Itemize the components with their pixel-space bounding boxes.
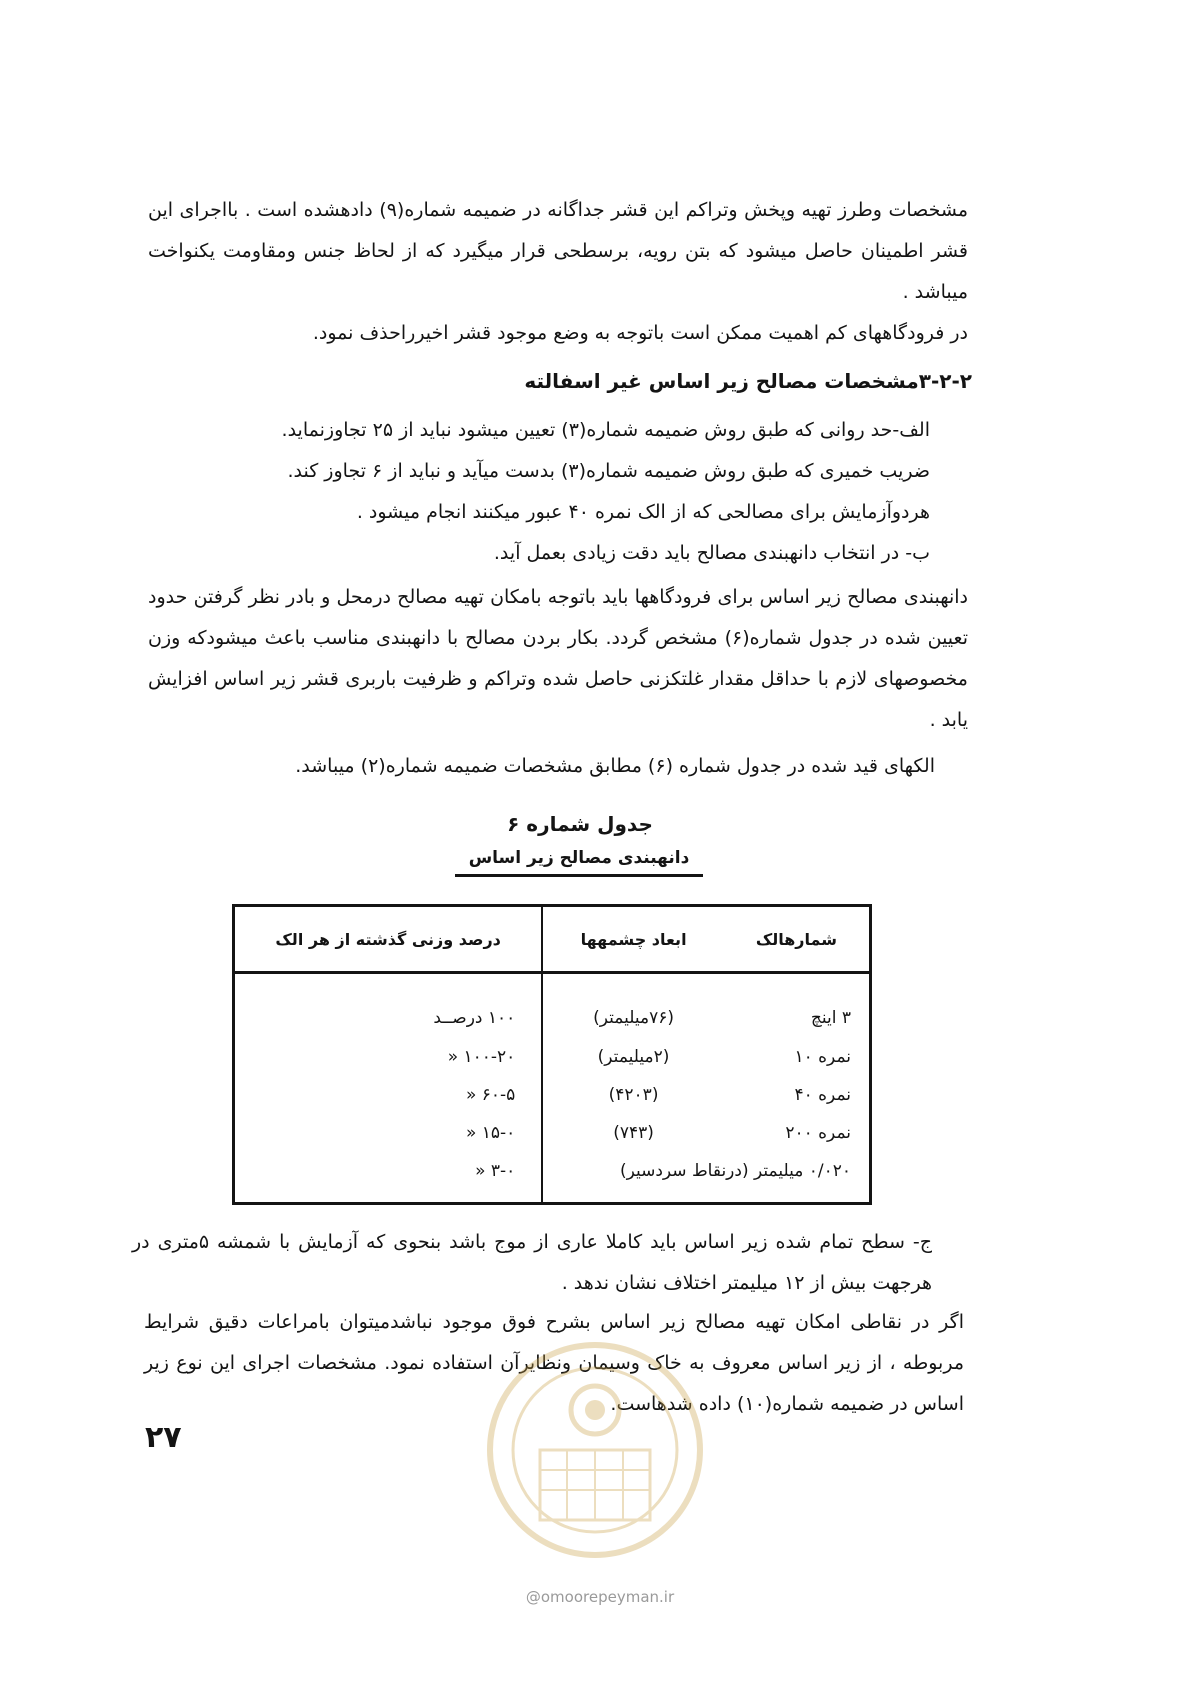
header-opening: ابعاد چشمهها bbox=[542, 906, 723, 973]
watermark-logo-icon bbox=[480, 1330, 710, 1590]
items-block bbox=[150, 410, 930, 574]
cell-sieve: ۳ اینچ bbox=[810, 1008, 851, 1028]
item-b: ب- در انتخاب دانهبندی مصالح باید دقت زیادی بعمل آید. bbox=[493, 542, 930, 564]
gradation-table bbox=[232, 904, 872, 1205]
item-c: ج- سطح تمام شده زیر اساس باید کاملا عاری از موج باشد بنحوی که آزمایش با شمشه ۵متری در هرجهت بیش از ۱۲ میلیمتر اختلاف نشان ندهد . bbox=[132, 1231, 932, 1294]
section-heading: ۳-۲-۲مشخصات مصالح زیر اساس غیر اسفالته bbox=[524, 369, 972, 393]
cell-sieve: نمره ۱۰ bbox=[794, 1047, 851, 1067]
item-a-1: الف-حد روانی که طبق روش ضمیمه شماره(۳) تعیین میشود نباید از ۲۵ تجاوزنماید. bbox=[281, 419, 930, 441]
cell-passing: ۱۰۰-۲۰ « bbox=[234, 1038, 543, 1076]
paragraph-3: دانهبندی مصالح زیر اساس برای فرودگاهها باید باتوجه بامکان تهیه مصالح درمحل و بادر نظر گرفتن حدود تعیین شده در جدول شماره(۶) مشخص گردد. بکار بردن مصالح با دانهبندی مناسب باعث میشودکه وزن مخصوصهای لازم با حداقل مقدار غلتکزنی حاصل شده وتراکم و ظرفیت باربری قشر زیر اساس افزایش یابد . bbox=[148, 586, 968, 731]
paragraph-4: الکهای قید شده در جدول شماره (۶) مطابق مشخصات ضمیمه شماره(۲) میباشد. bbox=[295, 755, 935, 777]
cell-sieve: نمره ۲۰۰ bbox=[785, 1123, 851, 1143]
paragraph-1: مشخصات وطرز تهیه وپخش وتراکم این قشر جداگانه در ضمیمه شماره(۹) دادهشده است . بااجرای این قشر اطمینان حاصل میشود که بتن رویه، برسطحی قرار میگیرد که از لحاظ جنس ومقاومت یکنواخت میباشد . bbox=[148, 199, 968, 303]
cell-passing: ۱۵-۰ « bbox=[234, 1114, 543, 1152]
cell-passing: ۳-۰ « bbox=[234, 1152, 543, 1204]
cell-opening: (۷۴۳) bbox=[613, 1123, 654, 1143]
table-header-row bbox=[234, 906, 871, 973]
watermark-text: @omoorepeyman.ir bbox=[525, 1588, 675, 1606]
item-a-2: ضریب خمیری که طبق روش ضمیمه شماره(۳) بدست میآید و نباید از ۶ تجاوز کند. bbox=[287, 460, 930, 482]
table-row bbox=[234, 1152, 871, 1204]
table-row bbox=[234, 1038, 871, 1076]
table-title: جدول شماره ۶ bbox=[507, 812, 653, 836]
cell-sieve: ۰/۰۲۰ میلیمتر (درنقاط سردسیر) bbox=[619, 1161, 851, 1181]
table-row bbox=[234, 1114, 871, 1152]
cell-opening: (۴۲۰۳) bbox=[608, 1085, 659, 1105]
table-row bbox=[234, 973, 871, 1039]
header-sieve: شمارهالک bbox=[724, 906, 871, 973]
header-passing: درصد وزنی گذشته از هر الک bbox=[234, 906, 543, 973]
cell-sieve: نمره ۴۰ bbox=[794, 1085, 851, 1105]
item-a-3: هردوآزمایش برای مصالحی که از الک نمره ۴۰ عبور میکنند انجام میشود . bbox=[356, 501, 930, 523]
cell-passing: ۱۰۰ درصــد bbox=[234, 973, 543, 1039]
cell-opening: (۲میلیمتر) bbox=[597, 1047, 670, 1067]
table-subtitle: دانهبندی مصالح زیر اساس bbox=[455, 848, 703, 877]
paragraph-5: اگر در نقاطی امکان تهیه مصالح زیر اساس بشرح فوق موجود نباشدمیتوان بامراعات دقیق شرایط مربوطه ، از زیر اساس معروف به خاک وسیمان ونظایرآن استفاده نمود. مشخصات اجرای این نوع زیر اساس در ضمیمه شماره(۱۰) داده شدهاست. bbox=[144, 1311, 964, 1415]
cell-passing: ۶۰-۵ « bbox=[234, 1076, 543, 1114]
page-number: ۲۷ bbox=[145, 1420, 182, 1455]
paragraph-2: در فرودگاههای کم اهمیت ممکن است باتوجه به وضع موجود قشر اخیرراحذف نمود. bbox=[312, 322, 968, 344]
cell-opening: (۷۶میلیمتر) bbox=[593, 1008, 674, 1028]
table-row bbox=[234, 1076, 871, 1114]
